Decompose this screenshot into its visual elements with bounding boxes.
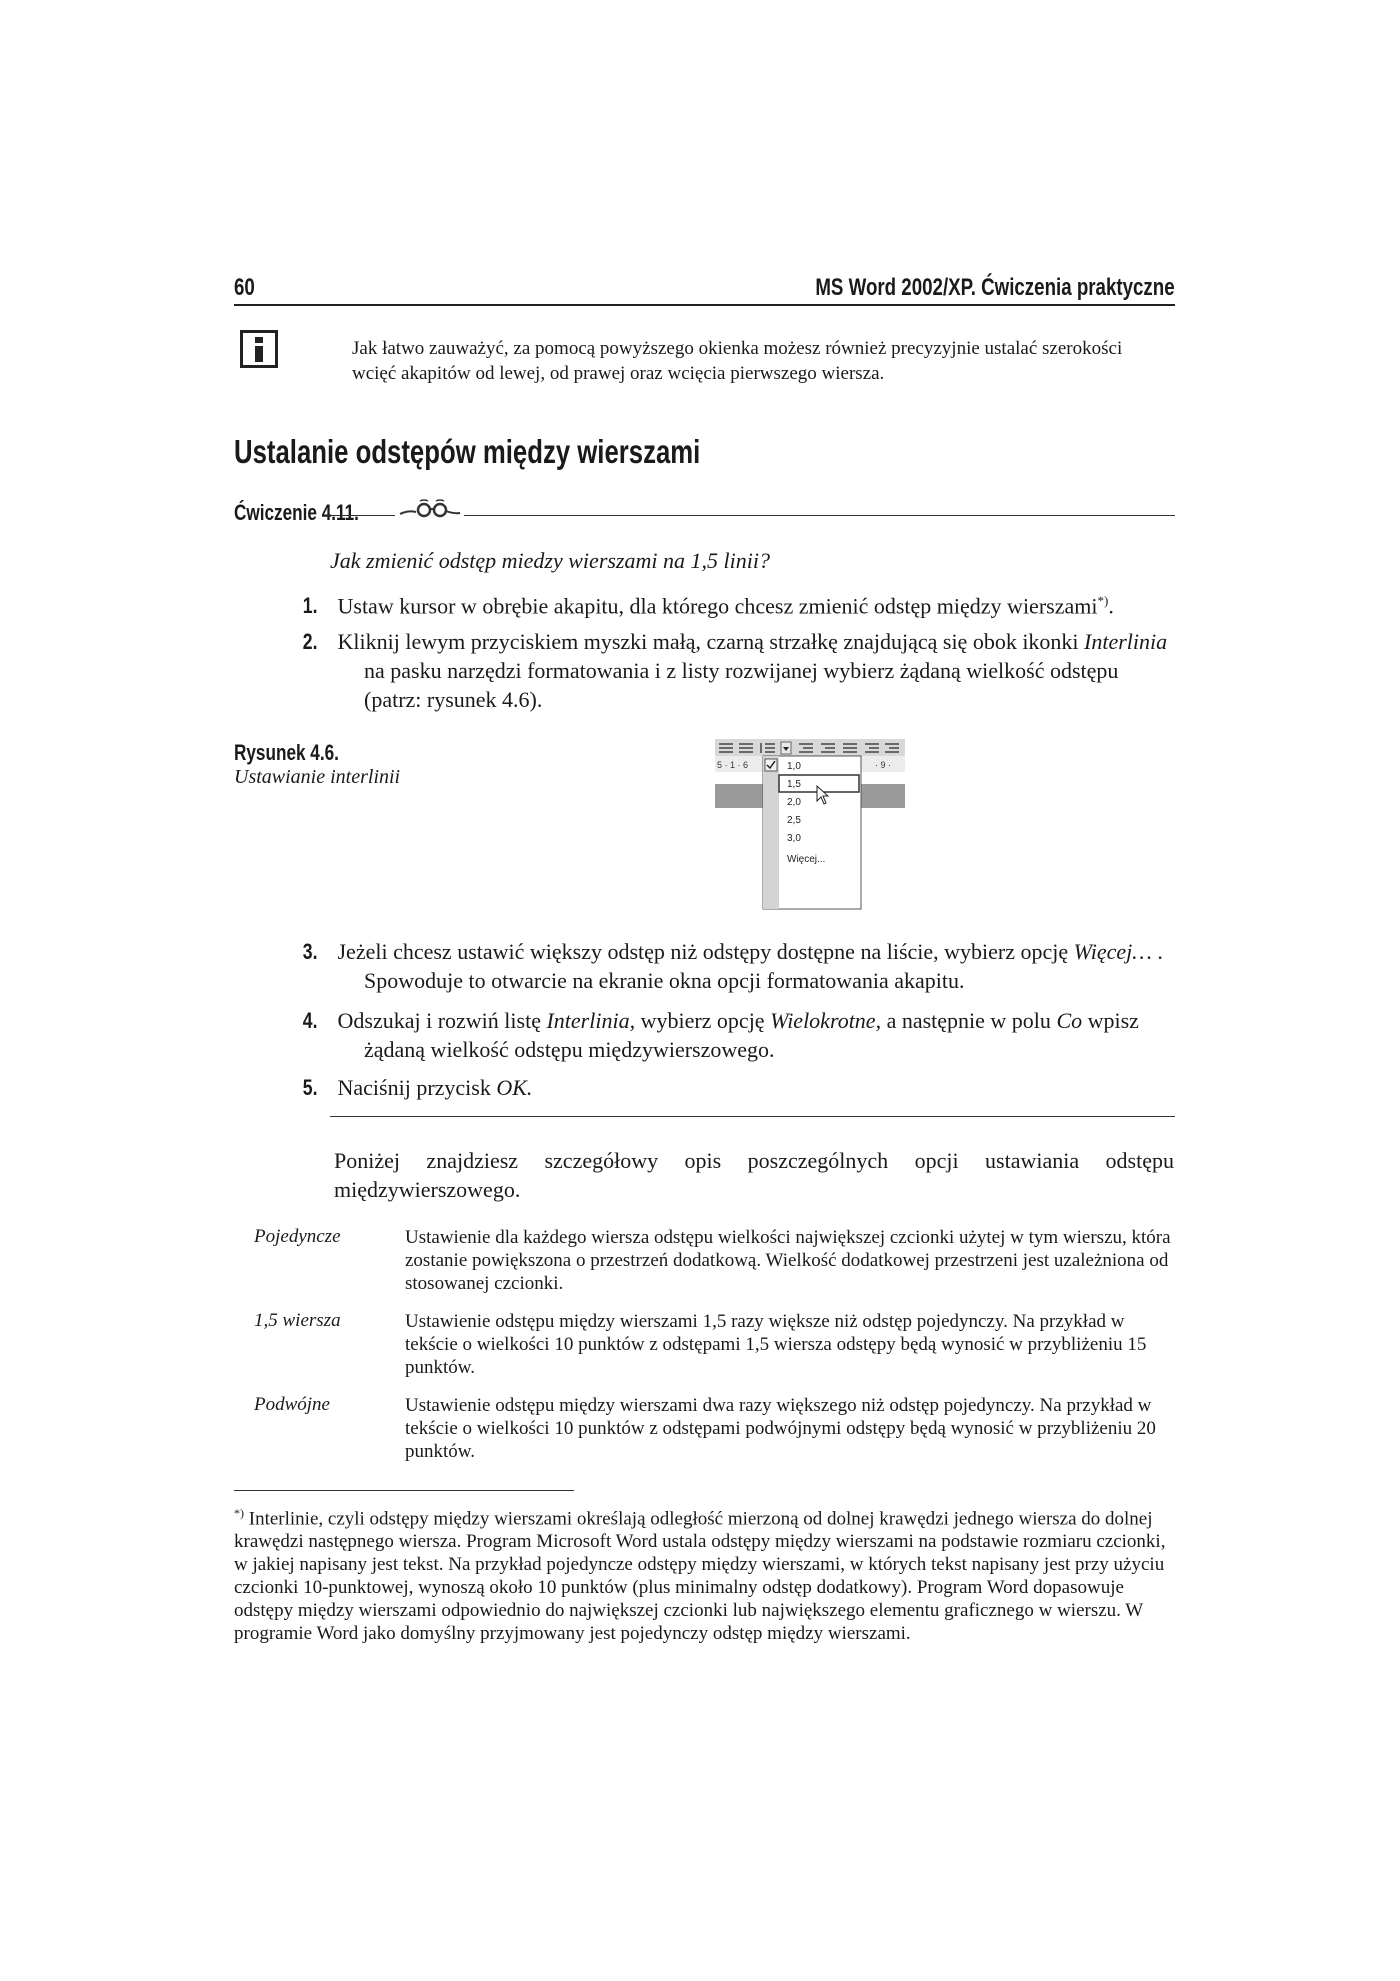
step-text: Jeżeli chcesz ustawić większy odstęp niż odstępy dostępne na liście, wybierz opcję	[337, 939, 1074, 964]
glasses-icon	[398, 498, 462, 520]
step-text-mid-2: a następnie w polu	[881, 1008, 1057, 1033]
definition-body: Ustawienie odstępu między wierszami dwa razy większego niż odstęp pojedynczy. Na przykład w tekście o wielkości 10 punktów z odstępami podwójnymi odstępy będą wynosić w przybliżeniu 20 punktów.	[405, 1395, 1156, 1462]
line-spacing-screenshot	[715, 739, 905, 911]
step-5: 5. Naciśnij przycisk OK.	[302, 1075, 533, 1100]
step-emphasis: OK.	[496, 1075, 533, 1100]
step-emphasis-3: Co	[1056, 1008, 1083, 1033]
section-title: Ustalanie odstępów między wierszami	[234, 433, 701, 470]
ruler-left: 5 · 1 · 6	[717, 760, 749, 770]
step-text-end: wpisz żądaną wielkość odstępu międzywierszowego.	[364, 1008, 1139, 1062]
footnote	[234, 1502, 1174, 1645]
step-text-end: .	[1108, 593, 1114, 619]
step-text: Naciśnij przycisk	[337, 1075, 497, 1100]
options-intro: Poniżej znajdziesz szczegółowy opis poszczególnych opcji ustawiania odstępu międzywierszowego.	[334, 1148, 1174, 1202]
step-text: Kliknij lewym przyciskiem myszki małą, czarną strzałkę znajdującą się obok ikonki	[337, 629, 1085, 654]
step-emphasis: Więcej…	[1073, 939, 1152, 964]
step-text-mid: wybierz opcję	[635, 1008, 771, 1033]
dropdown-option-4[interactable]: 2,5	[787, 815, 801, 826]
step-emphasis-2: Wielokrotne,	[770, 1008, 882, 1033]
step-text: Odszukaj i rozwiń listę	[337, 1008, 547, 1033]
definition-term: 1,5 wiersza	[254, 1310, 341, 1331]
exercise-divider-short	[327, 515, 395, 516]
footnote-text: Interlinie, czyli odstępy między wierszami określają odległość mierzoną od dolnej krawędzi jednego wiersza do dolnej krawędzi następnego wiersza. Program Microsoft Word ustala odstępy między wierszami na podstawie rozmiaru czcionki, w jakiej napisany jest tekst. Na przykład pojedyncze odstępy między wierszami, w których tekst napisany jest przy użyciu czcionki 10-punktowej, wynoszą około 10 punktów (plus minimalny odstęp dodatkowy). Program Word dopasowuje odstępy między wierszami odpowiednio do największej czcionki lub największego elementu graficznego w wierszu. W programie Word jako domyślny przyjmowany jest pojedynczy odstęp między wierszami.	[234, 1508, 1166, 1645]
line-spacing-figure	[715, 739, 905, 911]
step-2: 2. Kliknij lewym przyciskiem myszki małą, czarną strzałkę znajdującą się obok ikonki Interlinia na pasku narzędzi formatowania i z listy rozwijanej wybierz żądaną wielkość odstępu (patrz: rysunek 4.6).	[302, 629, 1168, 712]
step-text-end: na pasku narzędzi formatowania i z listy rozwijanej wybierz żądaną wielkość odstępu (patrz: rysunek 4.6).	[364, 658, 1119, 712]
footnote-ref: *)	[1097, 593, 1109, 608]
dropdown-option-5[interactable]: 3,0	[787, 833, 801, 844]
step-3: 3. Jeżeli chcesz ustawić większy odstęp niż odstępy dostępne na liście, wybierz opcję Więcej… . Spowoduje to otwarcie na ekranie okna opcji formatowania akapitu.	[302, 939, 1163, 993]
footnote-divider	[234, 1490, 574, 1491]
footnote-marker: *)	[234, 1506, 244, 1520]
step-text-end: . Spowoduje to otwarcie na ekranie okna opcji formatowania akapitu.	[364, 939, 1163, 993]
step-1: 1. Ustaw kursor w obrębie akapitu, dla którego chcesz zmienić odstęp między wierszami*).	[302, 593, 1114, 619]
exercise-question: Jak zmienić odstęp miedzy wierszami na 1,5 linii?	[330, 548, 770, 573]
header-divider	[234, 304, 1175, 306]
book-title: MS Word 2002/XP. Ćwiczenia praktyczne	[815, 274, 1175, 301]
exercise-end-divider	[330, 1116, 1175, 1117]
info-icon	[240, 330, 278, 368]
dropdown-option-2[interactable]: 1,5	[787, 779, 801, 790]
page-number: 60	[234, 274, 255, 301]
definition-body: Ustawienie odstępu między wierszami 1,5 razy większe niż odstęp pojedynczy. Na przykład w tekście o wielkości 10 punktów z odstępami 1,5 wiersza odstępy będą wynosić w przybliżeniu 15 punktów.	[405, 1311, 1147, 1378]
step-4: 4. Odszukaj i rozwiń listę Interlinia, wybierz opcję Wielokrotne, a następnie w polu Co wpisz żądaną wielkość odstępu międzywierszowego.	[302, 1008, 1139, 1062]
step-emphasis: Interlinia,	[546, 1008, 636, 1033]
step-emphasis: Interlinia	[1084, 629, 1168, 654]
definition-term: Pojedyncze	[254, 1226, 341, 1247]
ruler-right: · 9 ·	[875, 760, 892, 770]
dropdown-option-3[interactable]: 2,0	[787, 797, 801, 808]
definition-body: Ustawienie dla każdego wiersza odstępu wielkości największej czcionki użytej w tym wierszu, która zostanie powiększona o przestrzeń dodatkową. Wielkość dodatkowej przestrzeni jest uzależniona od stosowanej czcionki.	[405, 1227, 1171, 1294]
figure-label: Rysunek 4.6.	[234, 740, 339, 765]
info-note-text: Jak łatwo zauważyć, za pomocą powyższego okienka możesz również precyzyjnie ustalać szerokości wcięć akapitów od lewej, od prawej oraz wcięcia pierwszego wiersza.	[352, 338, 1123, 384]
exercise-label: Ćwiczenie 4.11.	[234, 500, 359, 525]
exercise-divider	[464, 515, 1175, 516]
dropdown-option-more[interactable]: Więcej...	[787, 854, 826, 865]
figure-caption: Ustawianie interlinii	[234, 766, 401, 788]
dropdown-option-1[interactable]: 1,0	[787, 761, 801, 772]
step-text: Ustaw kursor w obrębie akapitu, dla którego chcesz zmienić odstęp między wierszami	[337, 593, 1098, 619]
definition-term: Podwójne	[254, 1394, 330, 1415]
